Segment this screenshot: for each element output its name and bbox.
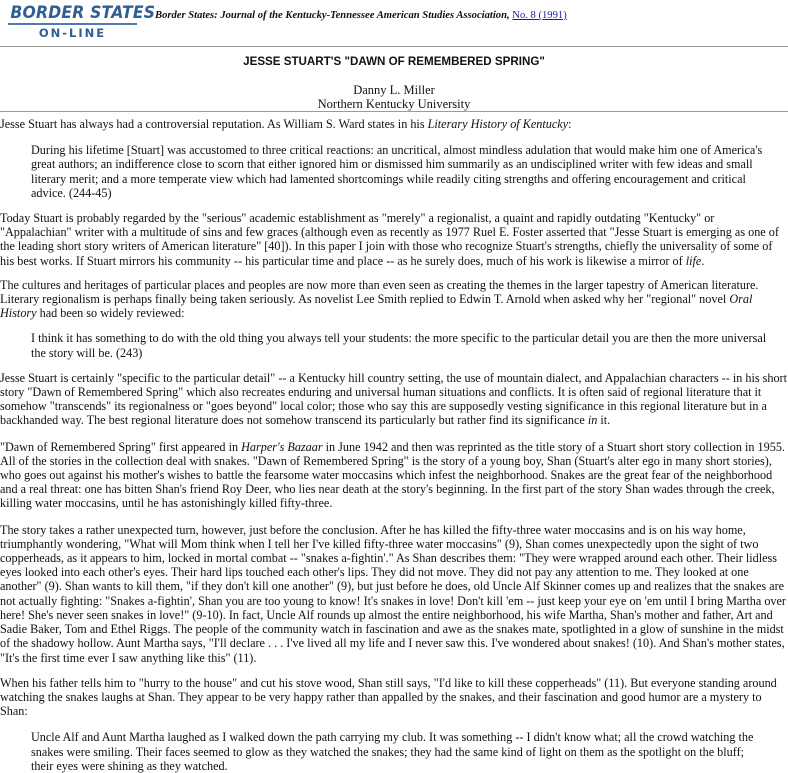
paragraph-3: The cultures and heritages of particular places and peoples are now more than even seen as creating the themes in the larger tapestry of American literature. Literary regionalism is perhaps finally being taken seriously. As novelist Lee Smith replied to Edwin T. Arnold when asked why her "regional" novel Oral History had been so widely reviewed: <box>0 277 759 321</box>
article-heading <box>0 55 788 111</box>
article-title: JESSE STUART'S "DAWN OF REMEMBERED SPRING" <box>243 55 545 68</box>
author-name: Danny L. Miller <box>353 83 435 97</box>
paragraph-7: When his father tells him to "hurry to the house" and cut his stove wood, Shan still says, "I'd like to kill these copperheads" (11). But everyone standing around watching the snakes laughs at Shan. They appear to be very happy rather than appalled by the snakes, and their fascination and good humor are a mystery to Shan: <box>0 675 777 719</box>
paragraph-4: Jesse Stuart is certainly "specific to the particular detail" -- a Kentucky hill country setting, the use of mountain dialect, and Appalachian characters -- in his short story "Dawn of Remembered Spring" which also recreates enduring and universal human situations and conflicts. It is often said of regional literature that it somehow "transcends" its regionalness or "goes beyond" local color; those who say this are supposedly vesting significance in this regional literature but in a backhanded way. The best regional literature does not somehow transcend its particularly but rather find its significance in it. <box>0 370 787 428</box>
book-title: Oral History <box>0 292 753 321</box>
border-states-logo[interactable] <box>5 3 156 40</box>
article-body <box>0 117 788 773</box>
block-quote-1: During his lifetime [Stuart] was accustomed to three critical reactions: an uncritical, almost mindless adulation that would make him one of America's great authors; an indifference close to scorn that either ignored him or dismissed him summarily as an undisciplined writer with few ideas and small literary merit; and a more temperate view which had lamented shortcomings while readily citing strengths and offering encouragement and critical advice. (244-45) <box>31 143 763 200</box>
author-affiliation: Northern Kentucky University <box>317 97 471 111</box>
logo-underline <box>8 23 137 25</box>
paragraph-1: Jesse Stuart has always had a controversial reputation. As William S. Ward states in his Literary History of Kentucky: <box>0 117 572 131</box>
book-title: Literary History of Kentucky <box>427 117 569 131</box>
block-quote-2: I think it has something to do with the old thing you always tell your students: the more specific to the particular detail you are then the more universal the story will be. (243) <box>31 331 767 360</box>
magazine-title: Harper's Bazaar <box>241 439 323 454</box>
title-divider <box>0 111 788 112</box>
journal-citation <box>155 9 567 23</box>
block-quote-3: Uncle Alf and Aunt Martha laughed as I walked down the path carrying my club. It was something -- I didn't know what; all the crowd watching the snakes were smiling. Their faces seemed to glow as they watched the snakes; they had the same kind of light on them as the spotlight on the bluff; their eyes were shining as they watched. <box>31 730 754 773</box>
paragraph-6: The story takes a rather unexpected turn, however, just before the conclusion. After he has killed the fifty-three water moccasins and is on his way home, triumphantly wondering, "What will Mom think when I tell her I've killed fifty-three water moccasins" (9), Shan comes unexpectedly upon the sight of two copperheads, as it appears to him, locked in mortal combat -- "snakes a-fightin'." As Shan describes them: "They were wrapped around each other. Their lidless eyes looked into each other's eyes. Their hard lips touched each other's lips. They did not move. They did not pay any attention to me. They looked at one another" (9). Shan wants to kill them, "if they don't kill one another" (9), but just before he does, old Uncle Alf Skinner comes up and realizes that the snakes are not actually fighting: "Snakes a-fightin', Shan you are too young to know! It's snakes in love! Don't kill 'em -- just keep your eye on 'em until I bring Martha over here! She's never seen snakes in love!" (9-10). In fact, Uncle Alf rounds up almost the entire neighborhood, his wife Martha, Shan's mother and father, Art and Sadie Baker, Tom and Ethel Riggs. The people of the community watch in fascination and awe as the snakes mate, spotlighted in a glow of sunshine in the midst of the shadowy hollow. Aunt Martha says, "I'll declare . . . I've lived all my life and I never saw this. I've wondered about snakes! (10). And Shan's mother states, "It's the first time ever I saw anything like this" (11). <box>0 522 786 665</box>
paragraph-5: "Dawn of Remembered Spring" first appeared in Harper's Bazaar in June 1942 and then was reprinted as the title story of a Stuart short story collection in 1955. All of the stories in the collection deal with snakes. "Dawn of Remembered Spring" is the story of a young boy, Shan (Stuart's alter ego in many short stories), who goes out against his mother's wishes to battle the fearsome water moccasins which infest the neighborhood. Snakes are the great fear of the neighborhood and a real threat: one has bitten Shan's friend Roy Deer, who lies near death at the story's beginning. In the first part of the story Shan wades through the creek, killing water moccasins, until he has astonishingly killed fifty-three. <box>0 439 785 511</box>
paragraph-2: Today Stuart is probably regarded by the "serious" academic establishment as "merely" a regionalist, a quaint and rapidly outdating "Kentucky" or "Appalachian" writer with a multitude of sins and few graces (although even as recently as 1977 Ruel E. Foster asserted that "Jesse Stuart is emerging as one of the leading short story writers of American literature" [40]). In this paper I join with those who recognize Stuart's strengths, chiefly the universality of some of his best works. If Stuart mirrors his community -- his particular time and place -- as he surely does, much of his work is likewise a mirror of life. <box>0 211 779 268</box>
journal-name: Border States: Journal of the Kentucky-Tennessee American Studies Association, <box>155 10 510 21</box>
issue-link[interactable]: No. 8 (1991) <box>512 10 567 21</box>
header-divider <box>0 46 788 47</box>
page-header <box>0 0 788 46</box>
logo-top-text: BORDER STATES <box>10 3 156 23</box>
logo-bottom-text: ON-LINE <box>38 26 107 40</box>
